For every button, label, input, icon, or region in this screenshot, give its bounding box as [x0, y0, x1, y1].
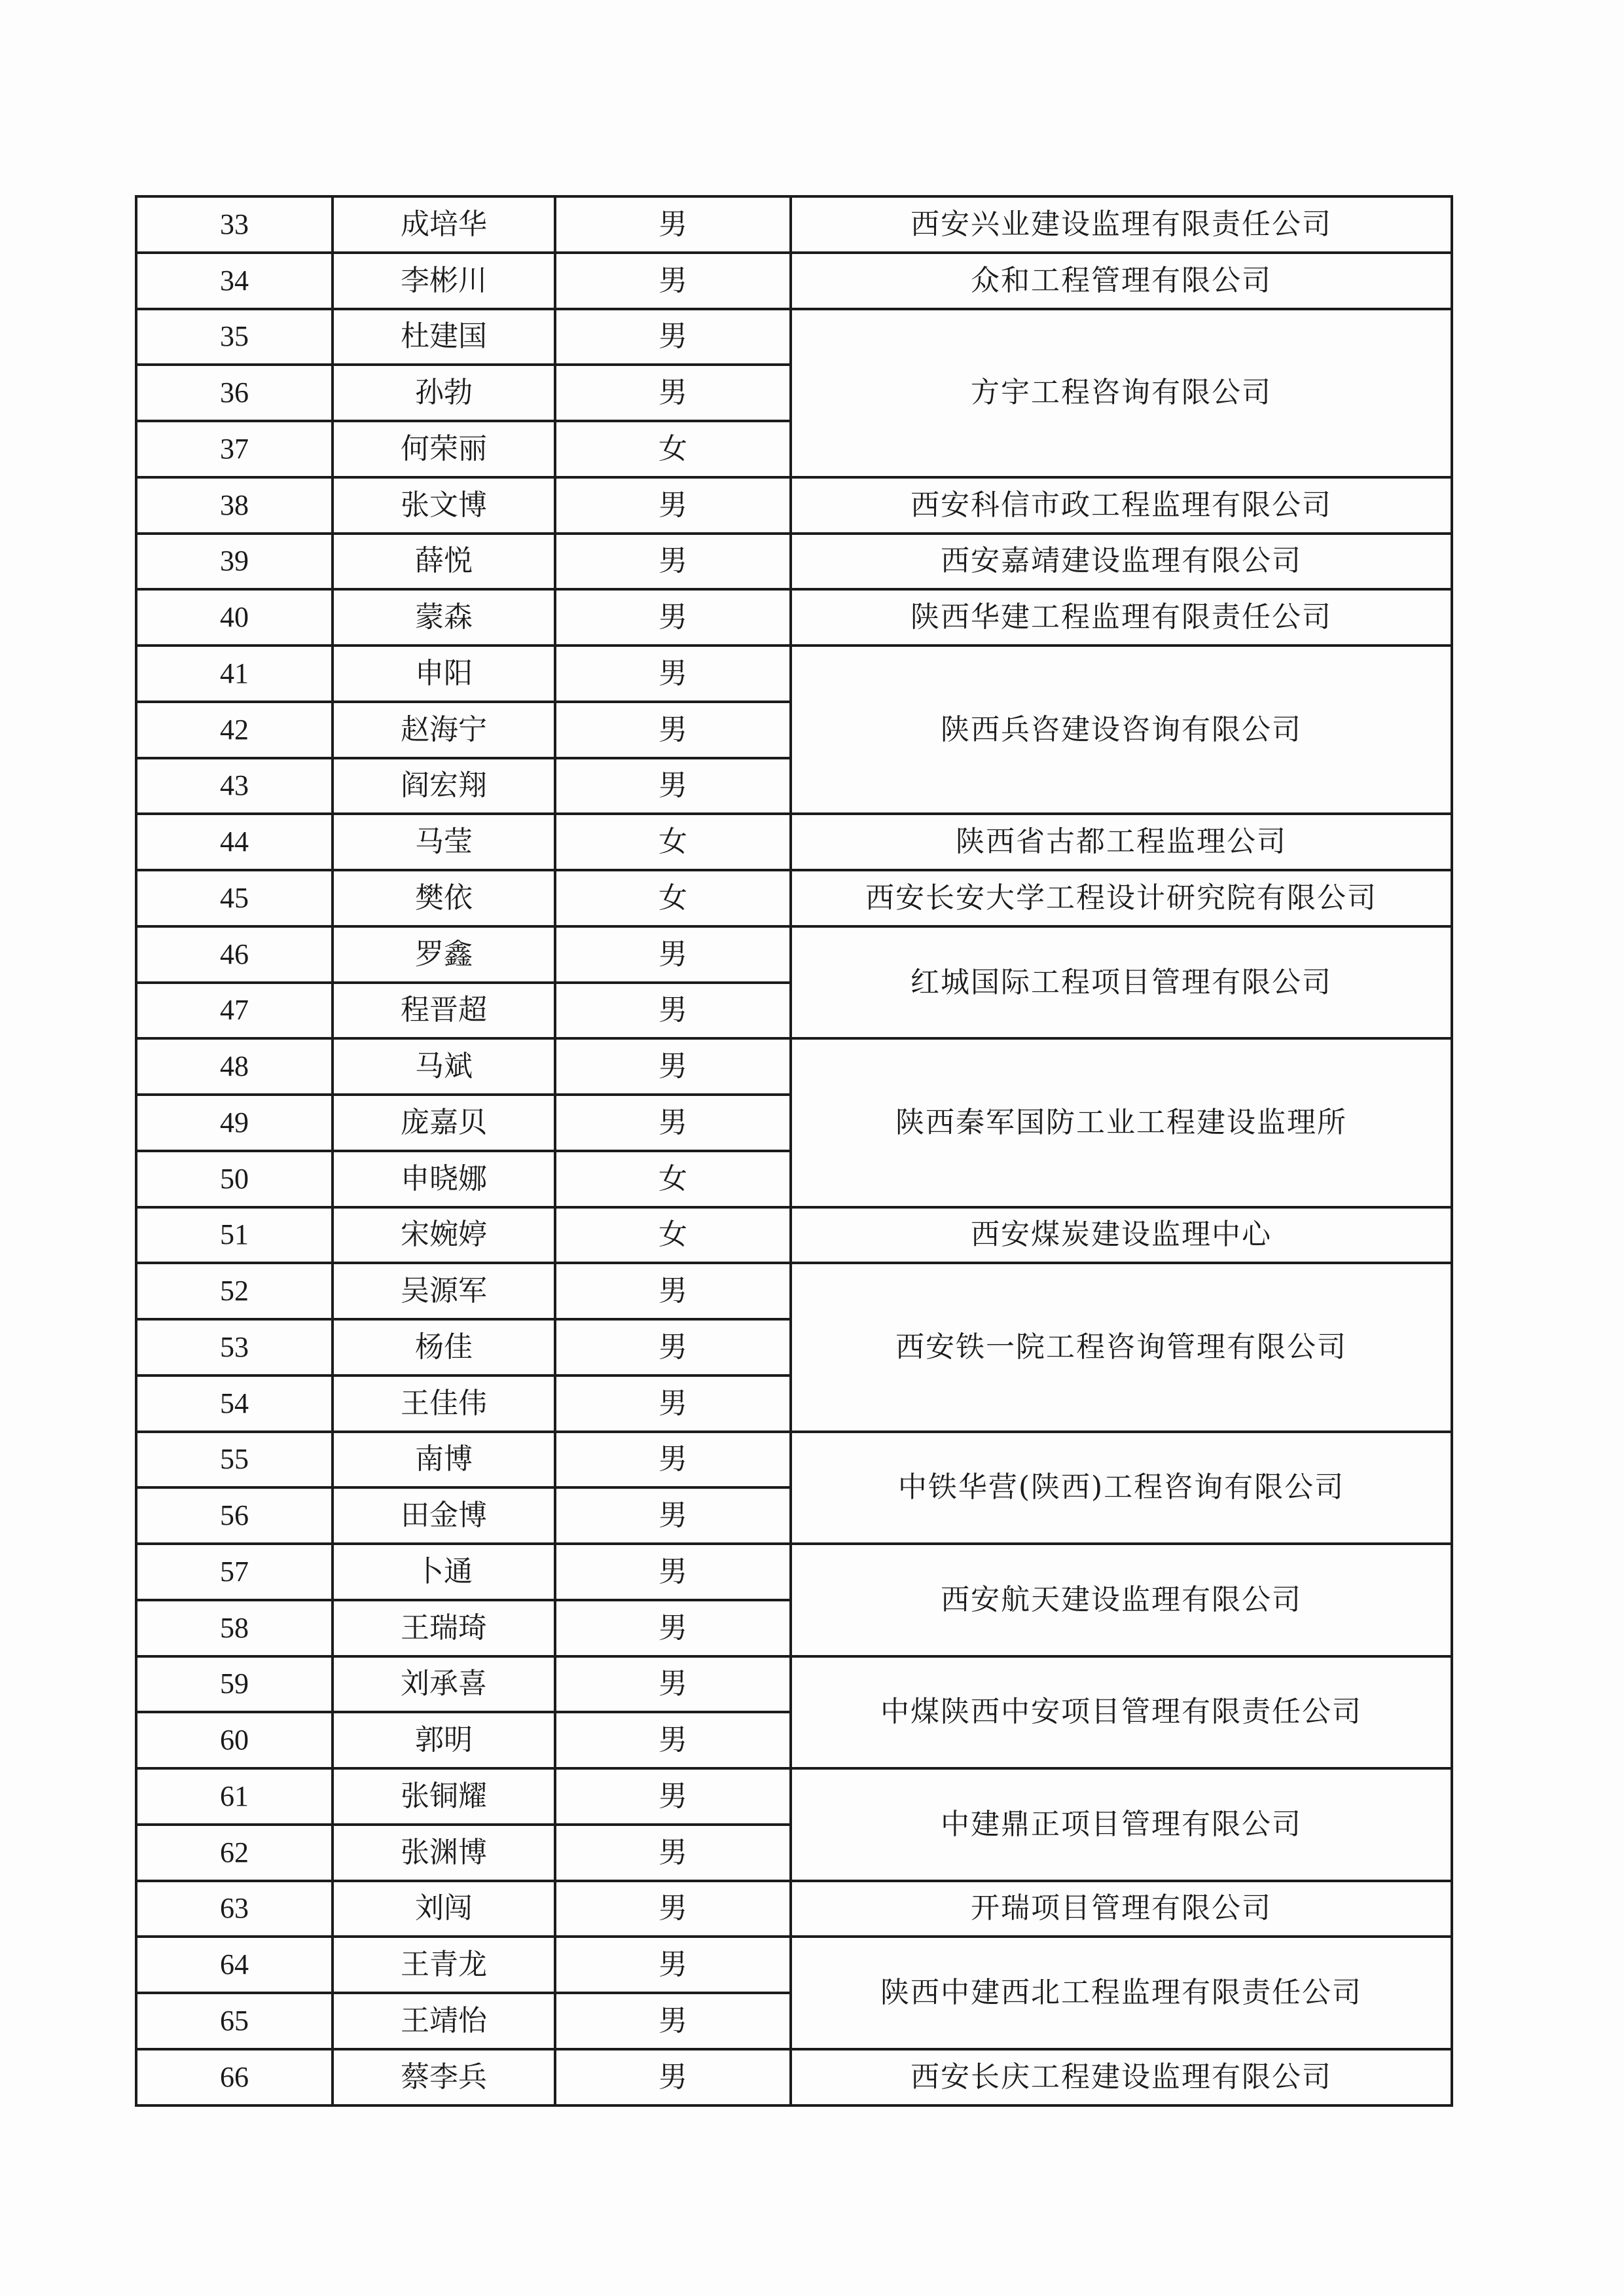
gender: 男 [555, 926, 791, 983]
gender: 男 [555, 196, 791, 253]
table-row [136, 1937, 1452, 1993]
company-name: 中煤陕西中安项目管理有限责任公司 [791, 1656, 1452, 1769]
row-number: 53 [136, 1319, 333, 1376]
person-name: 宋婉婷 [333, 1207, 555, 1264]
person-name: 南博 [333, 1432, 555, 1488]
company-name: 陕西省古都工程监理公司 [791, 814, 1452, 870]
row-number: 39 [136, 534, 333, 590]
row-number: 33 [136, 196, 333, 253]
person-name: 杨佳 [333, 1319, 555, 1376]
person-name: 李彬川 [333, 253, 555, 309]
company-name: 陕西华建工程监理有限责任公司 [791, 589, 1452, 646]
row-number: 62 [136, 1825, 333, 1881]
row-number: 55 [136, 1432, 333, 1488]
gender: 男 [555, 1319, 791, 1376]
person-name: 郭明 [333, 1712, 555, 1768]
gender: 女 [555, 1207, 791, 1264]
table-row [136, 870, 1452, 926]
table-row [136, 196, 1452, 253]
gender: 男 [555, 534, 791, 590]
person-name: 王青龙 [333, 1937, 555, 1993]
company-name: 陕西秦军国防工业工程建设监理所 [791, 1038, 1452, 1207]
row-number: 48 [136, 1038, 333, 1095]
gender: 男 [555, 1038, 791, 1095]
table-row [136, 1432, 1452, 1488]
row-number: 41 [136, 646, 333, 702]
table-row [136, 1768, 1452, 1825]
person-name: 孙勃 [333, 365, 555, 421]
gender: 男 [555, 1544, 791, 1600]
person-name: 刘闯 [333, 1881, 555, 1937]
person-name: 刘承喜 [333, 1656, 555, 1713]
table-row [136, 1544, 1452, 1600]
gender: 男 [555, 1937, 791, 1993]
person-name: 蒙森 [333, 589, 555, 646]
person-name: 王靖怡 [333, 1993, 555, 2049]
table-row [136, 309, 1452, 365]
person-name: 蔡李兵 [333, 2049, 555, 2105]
gender: 女 [555, 1151, 791, 1207]
table-row [136, 1207, 1452, 1264]
table-row [136, 534, 1452, 590]
person-name: 王瑞琦 [333, 1600, 555, 1656]
row-number: 44 [136, 814, 333, 870]
row-number: 66 [136, 2049, 333, 2105]
person-name: 申阳 [333, 646, 555, 702]
table-row [136, 814, 1452, 870]
table-row [136, 1881, 1452, 1937]
person-name: 程晋超 [333, 983, 555, 1039]
row-number: 51 [136, 1207, 333, 1264]
table-row [136, 253, 1452, 309]
table-row [136, 926, 1452, 983]
gender: 男 [555, 365, 791, 421]
gender: 男 [555, 1432, 791, 1488]
table-row [136, 1263, 1452, 1319]
person-name: 申晓娜 [333, 1151, 555, 1207]
row-number: 37 [136, 421, 333, 477]
company-name: 西安兴业建设监理有限责任公司 [791, 196, 1452, 253]
person-name: 卜通 [333, 1544, 555, 1600]
table-row [136, 589, 1452, 646]
gender: 男 [555, 589, 791, 646]
row-number: 61 [136, 1768, 333, 1825]
company-name: 开瑞项目管理有限公司 [791, 1881, 1452, 1937]
roster-body [136, 196, 1452, 2105]
person-name: 马斌 [333, 1038, 555, 1095]
gender: 男 [555, 1712, 791, 1768]
gender: 男 [555, 1881, 791, 1937]
row-number: 52 [136, 1263, 333, 1319]
table-row [136, 2049, 1452, 2105]
gender: 男 [555, 1095, 791, 1151]
company-name: 陕西中建西北工程监理有限责任公司 [791, 1937, 1452, 2049]
company-name: 西安航天建设监理有限公司 [791, 1544, 1452, 1656]
row-number: 63 [136, 1881, 333, 1937]
row-number: 40 [136, 589, 333, 646]
gender: 男 [555, 1376, 791, 1432]
gender: 男 [555, 2049, 791, 2105]
gender: 男 [555, 477, 791, 534]
table-row [136, 1038, 1452, 1095]
person-name: 阎宏翔 [333, 758, 555, 814]
row-number: 34 [136, 253, 333, 309]
row-number: 60 [136, 1712, 333, 1768]
row-number: 45 [136, 870, 333, 926]
company-name: 中建鼎正项目管理有限公司 [791, 1768, 1452, 1881]
row-number: 36 [136, 365, 333, 421]
person-name: 马莹 [333, 814, 555, 870]
person-name: 吴源军 [333, 1263, 555, 1319]
table-row [136, 1656, 1452, 1713]
company-name: 方宇工程咨询有限公司 [791, 309, 1452, 477]
row-number: 49 [136, 1095, 333, 1151]
row-number: 38 [136, 477, 333, 534]
person-name: 张渊博 [333, 1825, 555, 1881]
gender: 男 [555, 253, 791, 309]
company-name: 陕西兵咨建设咨询有限公司 [791, 646, 1452, 814]
row-number: 58 [136, 1600, 333, 1656]
row-number: 59 [136, 1656, 333, 1713]
gender: 男 [555, 1656, 791, 1713]
person-name: 王佳伟 [333, 1376, 555, 1432]
gender: 男 [555, 758, 791, 814]
gender: 女 [555, 814, 791, 870]
row-number: 46 [136, 926, 333, 983]
gender: 男 [555, 1768, 791, 1825]
gender: 男 [555, 1993, 791, 2049]
person-name: 何荣丽 [333, 421, 555, 477]
table-row [136, 646, 1452, 702]
company-name: 众和工程管理有限公司 [791, 253, 1452, 309]
person-name: 田金博 [333, 1487, 555, 1544]
person-name: 罗鑫 [333, 926, 555, 983]
gender: 男 [555, 1825, 791, 1881]
company-name: 西安铁一院工程咨询管理有限公司 [791, 1263, 1452, 1431]
gender: 男 [555, 1600, 791, 1656]
row-number: 56 [136, 1487, 333, 1544]
gender: 男 [555, 983, 791, 1039]
company-name: 西安嘉靖建设监理有限公司 [791, 534, 1452, 590]
person-name: 薛悦 [333, 534, 555, 590]
person-name: 张铜耀 [333, 1768, 555, 1825]
gender: 男 [555, 1487, 791, 1544]
person-name: 杜建国 [333, 309, 555, 365]
company-name: 中铁华营(陕西)工程咨询有限公司 [791, 1432, 1452, 1544]
gender: 男 [555, 1263, 791, 1319]
row-number: 47 [136, 983, 333, 1039]
row-number: 43 [136, 758, 333, 814]
row-number: 64 [136, 1937, 333, 1993]
gender: 女 [555, 870, 791, 926]
table-row [136, 477, 1452, 534]
gender: 男 [555, 646, 791, 702]
person-name: 张文博 [333, 477, 555, 534]
row-number: 57 [136, 1544, 333, 1600]
person-name: 成培华 [333, 196, 555, 253]
person-name: 庞嘉贝 [333, 1095, 555, 1151]
row-number: 50 [136, 1151, 333, 1207]
company-name: 红城国际工程项目管理有限公司 [791, 926, 1452, 1039]
row-number: 42 [136, 702, 333, 758]
roster-table [135, 195, 1453, 2107]
row-number: 35 [136, 309, 333, 365]
company-name: 西安长庆工程建设监理有限公司 [791, 2049, 1452, 2105]
gender: 男 [555, 309, 791, 365]
company-name: 西安煤炭建设监理中心 [791, 1207, 1452, 1264]
company-name: 西安科信市政工程监理有限公司 [791, 477, 1452, 534]
row-number: 65 [136, 1993, 333, 2049]
gender: 男 [555, 702, 791, 758]
gender: 女 [555, 421, 791, 477]
person-name: 赵海宁 [333, 702, 555, 758]
person-name: 樊依 [333, 870, 555, 926]
company-name: 西安长安大学工程设计研究院有限公司 [791, 870, 1452, 926]
row-number: 54 [136, 1376, 333, 1432]
